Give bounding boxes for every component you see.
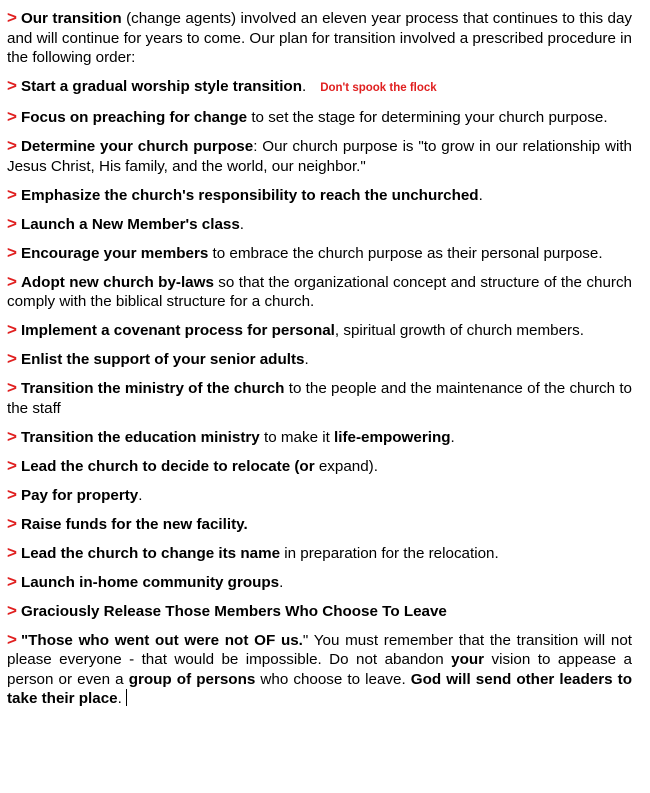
body-text: . — [304, 351, 309, 368]
transition-step-10 — [7, 349, 632, 370]
body-text: to make it — [259, 428, 335, 446]
body-text: to set the stage for determining your church purpose. — [247, 109, 608, 126]
bold-text: group of persons — [128, 670, 256, 688]
arrow-bullet-icon: > — [7, 107, 17, 126]
arrow-bullet-icon: > — [7, 513, 17, 533]
body-text: " You must remember that the transition will not please everyone - that would be impossible. Do not abandon — [7, 631, 632, 668]
bold-text: God will send other leaders to take their place — [7, 670, 633, 707]
body-text: . — [239, 215, 245, 233]
arrow-bullet-icon: > — [7, 571, 17, 591]
body-text: in preparation for the relocation. — [280, 544, 499, 562]
body-text: . — [450, 428, 455, 446]
bold-text: Implement a covenant process for personal — [20, 322, 335, 339]
arrow-bullet-icon: > — [7, 600, 17, 620]
bold-text: Adopt new church by-laws — [20, 273, 214, 291]
arrow-bullet-icon: > — [7, 484, 17, 504]
body-text: , spiritual growth of church members. — [334, 322, 584, 339]
transition-step-9 — [7, 320, 632, 341]
body-text: so that the organizational concept and structure of the church comply with the biblical structure for a church. — [7, 273, 632, 310]
transition-step-5 — [7, 185, 632, 206]
arrow-bullet-icon: > — [7, 76, 17, 95]
bold-text: Graciously Release Those Members Who Choose To Leave — [20, 602, 447, 620]
bold-text: Determine your church purpose — [20, 138, 254, 155]
bold-text: Launch a New Member's class — [20, 215, 240, 233]
transition-step-2 — [7, 76, 632, 99]
text-cursor — [126, 689, 127, 706]
body-text: . — [301, 78, 307, 95]
bold-text: Enlist the support of your senior adults — [20, 351, 305, 368]
bold-text: Encourage your members — [20, 244, 209, 262]
bold-text: Lead the church to change its name — [20, 544, 281, 562]
body-text: . — [117, 690, 122, 707]
transition-step-6 — [7, 214, 632, 235]
transition-step-14 — [7, 485, 632, 506]
arrow-bullet-icon: > — [7, 378, 17, 397]
transition-step-3 — [7, 107, 632, 128]
arrow-bullet-icon: > — [7, 136, 17, 155]
body-text: expand). — [314, 457, 378, 475]
arrow-bullet-icon: > — [7, 426, 17, 446]
bold-text: Our transition — [20, 10, 122, 27]
arrow-bullet-icon: > — [7, 184, 17, 204]
transition-step-13 — [7, 456, 632, 477]
transition-step-12 — [7, 427, 632, 448]
bold-text: Transition the ministry of the church — [20, 380, 285, 397]
bold-text: Transition the education ministry — [20, 428, 260, 446]
bold-text: Focus on preaching for change — [20, 109, 248, 126]
transition-step-15 — [7, 514, 632, 535]
transition-step-17 — [7, 572, 632, 593]
bold-text: Start a gradual worship style transition — [20, 78, 302, 95]
arrow-bullet-icon: > — [7, 213, 17, 233]
bold-text: Pay for property — [20, 486, 139, 504]
body-text: who choose to leave. — [255, 670, 411, 688]
body-text: : Our church purpose is "to grow in our relationship with Jesus Christ, His family, and the world, our neighbor." — [7, 138, 632, 175]
body-text: to the people and the maintenance of the church to the staff — [7, 380, 632, 417]
body-text: to embrace the church purpose as their personal purpose. — [208, 244, 603, 262]
body-text: . — [138, 486, 143, 504]
arrow-bullet-icon: > — [7, 320, 17, 339]
bold-text: Emphasize the church's responsibility to reach the unchurched — [20, 186, 479, 204]
transition-step-7 — [7, 243, 632, 264]
arrow-bullet-icon: > — [7, 349, 17, 368]
bold-text: "Those who went out were not OF us. — [20, 631, 303, 649]
transition-step-18 — [7, 601, 632, 622]
arrow-bullet-icon: > — [7, 242, 17, 262]
transition-step-1 — [7, 8, 632, 68]
bold-text: Lead the church to decide to relocate (or — [20, 457, 315, 475]
arrow-bullet-icon: > — [7, 629, 17, 649]
arrow-bullet-icon: > — [7, 271, 17, 291]
transition-step-4 — [7, 136, 632, 176]
body-text: (change agents) involved an eleven year process that continues to this day and will continue for years to come. Our plan for transition involved a prescribed procedure in the following order: — [7, 10, 632, 66]
bold-text: Raise funds for the new facility. — [20, 515, 248, 533]
bold-text: life-empowering — [334, 428, 451, 446]
bold-text: Launch in-home community groups — [20, 573, 280, 591]
arrow-bullet-icon: > — [7, 8, 17, 27]
transition-step-8 — [7, 272, 632, 312]
document-body — [7, 8, 632, 717]
body-text: . — [279, 573, 284, 591]
transition-step-19 — [7, 630, 632, 709]
body-text: . — [478, 186, 483, 204]
bold-text: your — [451, 651, 485, 668]
margin-note: Don't spook the flock — [320, 82, 437, 94]
transition-step-11 — [7, 378, 632, 418]
body-text: vision to appease a person or even a — [7, 651, 633, 688]
transition-step-16 — [7, 543, 632, 564]
arrow-bullet-icon: > — [7, 455, 17, 475]
arrow-bullet-icon: > — [7, 542, 17, 562]
